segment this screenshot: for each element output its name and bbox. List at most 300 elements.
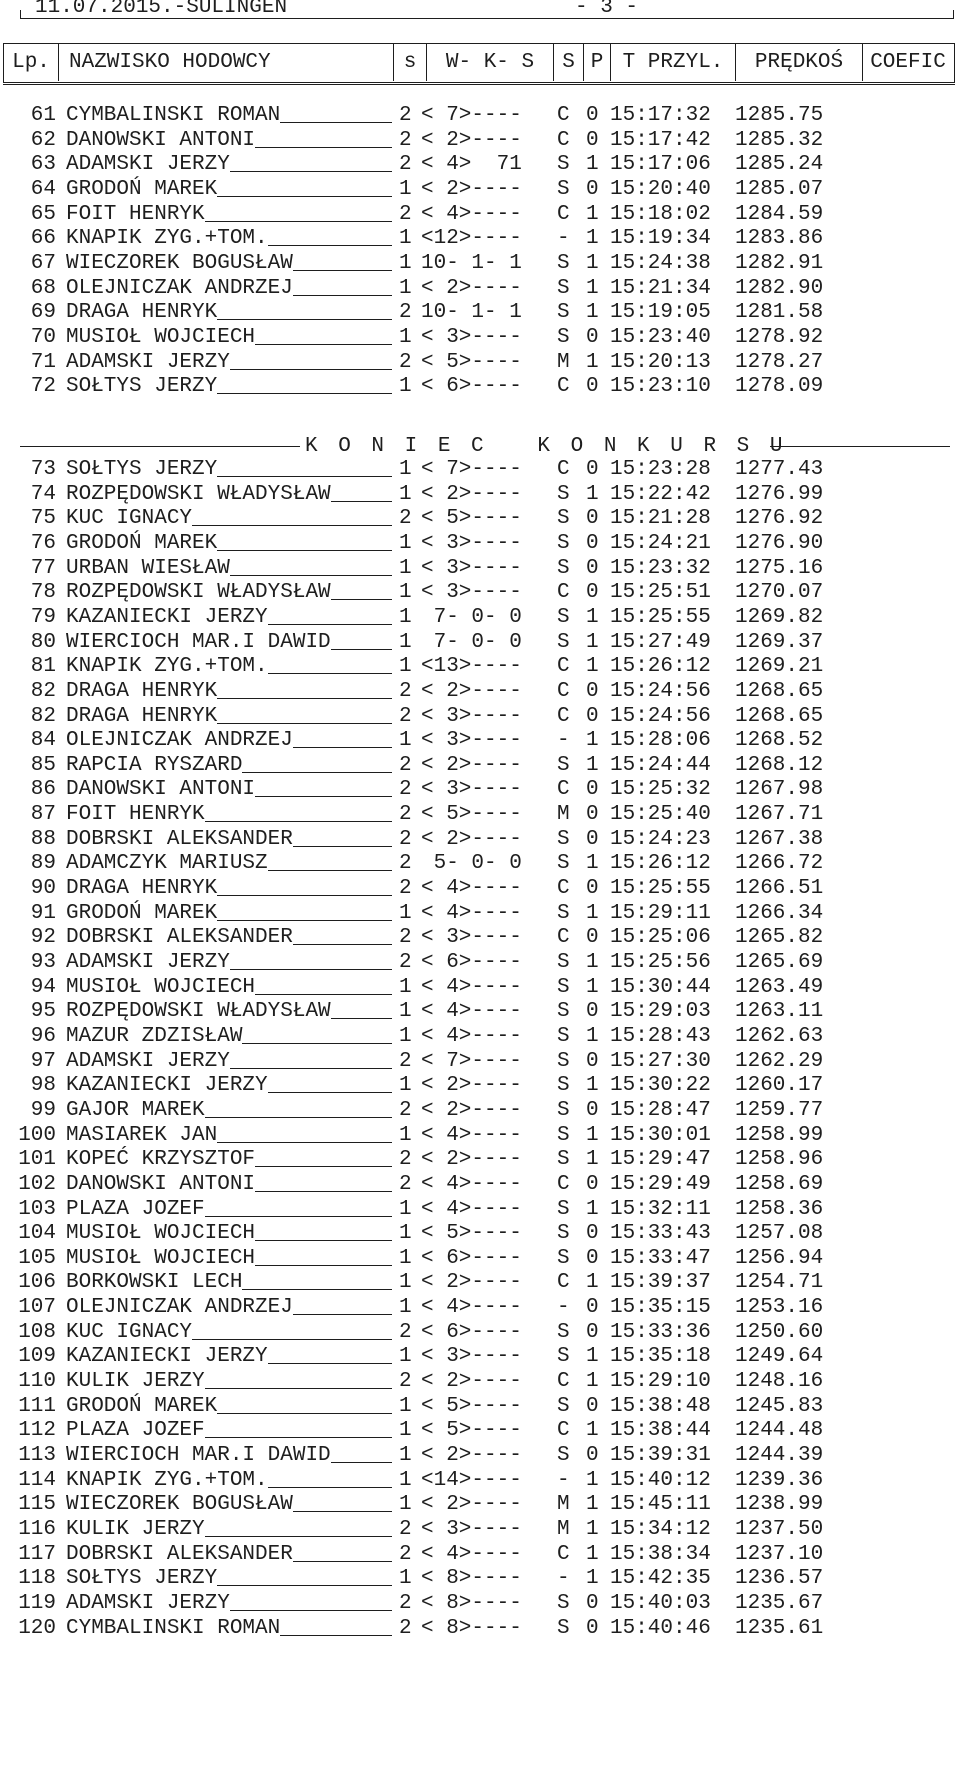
- cell-p: 0: [586, 129, 599, 152]
- cell-sp: -: [557, 729, 570, 752]
- cell-sp: C: [557, 705, 570, 728]
- cell-s: 1: [399, 1247, 412, 1270]
- cell-s: 1: [399, 729, 412, 752]
- cell-lp: 103: [18, 1198, 56, 1221]
- name-underline: [217, 1413, 392, 1414]
- cell-s: 1: [399, 458, 412, 481]
- cell-lp: 93: [30, 951, 56, 974]
- cell-speed: 1275.16: [735, 557, 824, 580]
- cell-time: 15:25:55: [610, 877, 711, 900]
- cell-sp: S: [557, 951, 570, 974]
- cell-p: 1: [586, 1419, 599, 1442]
- cell-wks: < 4>----: [421, 1198, 522, 1221]
- cell-speed: 1239.36: [735, 1469, 824, 1492]
- cell-lp: 114: [18, 1469, 56, 1492]
- cell-s: 2: [399, 1321, 412, 1344]
- cell-s: 2: [399, 203, 412, 226]
- cell-speed: 1253.16: [735, 1296, 824, 1319]
- name-underline: [205, 1388, 392, 1389]
- cell-speed: 1281.58: [735, 301, 824, 324]
- cell-p: 1: [586, 277, 599, 300]
- cell-lp: 76: [30, 532, 56, 555]
- cell-speed: 1269.21: [735, 655, 824, 678]
- cell-lp: 66: [30, 227, 56, 250]
- name-underline: [242, 772, 392, 773]
- cell-name: DANOWSKI ANTONI: [66, 129, 256, 152]
- cell-s: 1: [399, 1124, 412, 1147]
- name-underline: [268, 870, 392, 871]
- cell-lp: 80: [30, 631, 56, 654]
- cell-lp: 73: [30, 458, 56, 481]
- cell-time: 15:25:56: [610, 951, 711, 974]
- cell-time: 15:29:11: [610, 902, 711, 925]
- cell-s: 2: [399, 1617, 412, 1640]
- cell-sp: S: [557, 557, 570, 580]
- cell-time: 15:23:32: [610, 557, 711, 580]
- cell-s: 2: [399, 852, 412, 875]
- cell-name: WIERCIOCH MAR.I DAWID: [66, 631, 331, 654]
- cell-wks: < 2>----: [421, 277, 522, 300]
- name-underline: [217, 393, 392, 394]
- cell-p: 0: [586, 104, 599, 127]
- cell-s: 2: [399, 778, 412, 801]
- cell-sp: C: [557, 680, 570, 703]
- cell-wks: < 3>----: [421, 1518, 522, 1541]
- cell-wks: < 4>----: [421, 1025, 522, 1048]
- cell-p: 0: [586, 1444, 599, 1467]
- cell-lp: 68: [30, 277, 56, 300]
- cell-s: 2: [399, 1370, 412, 1393]
- name-underline: [205, 1216, 392, 1217]
- cell-speed: 1277.43: [735, 458, 824, 481]
- konkurs-label: K O N I E C K O N K U R S U: [305, 435, 787, 458]
- name-underline: [217, 196, 392, 197]
- cell-lp: 62: [30, 129, 56, 152]
- cell-wks: < 4> 71: [421, 153, 522, 176]
- cell-speed: 1259.77: [735, 1099, 824, 1122]
- cell-name: KUC IGNACY: [66, 1321, 193, 1344]
- cell-time: 15:45:11: [610, 1493, 711, 1516]
- name-underline: [217, 1585, 392, 1586]
- cell-wks: < 3>----: [421, 926, 522, 949]
- cell-p: 1: [586, 655, 599, 678]
- cell-name: WIECZOREK BOGUSŁAW: [66, 1493, 293, 1516]
- cell-sp: S: [557, 153, 570, 176]
- cell-lp: 102: [18, 1173, 56, 1196]
- header-time: T PRZYL.: [611, 44, 736, 81]
- title-underline: [20, 18, 954, 19]
- cell-lp: 110: [18, 1370, 56, 1393]
- name-underline: [217, 920, 392, 921]
- cell-speed: 1284.59: [735, 203, 824, 226]
- cell-name: MUSIOŁ WOJCIECH: [66, 1247, 256, 1270]
- name-underline: [242, 1043, 392, 1044]
- title-tick-right: [953, 10, 954, 18]
- cell-s: 1: [399, 902, 412, 925]
- cell-s: 2: [399, 1050, 412, 1073]
- cell-wks: < 5>----: [421, 803, 522, 826]
- cell-s: 1: [399, 532, 412, 555]
- cell-sp: S: [557, 483, 570, 506]
- cell-p: 1: [586, 631, 599, 654]
- cell-p: 0: [586, 778, 599, 801]
- cell-name: SOŁTYS JERZY: [66, 458, 218, 481]
- name-underline: [205, 821, 392, 822]
- cell-sp: S: [557, 1395, 570, 1418]
- name-underline: [268, 624, 392, 625]
- cell-time: 15:34:12: [610, 1518, 711, 1541]
- cell-p: 0: [586, 1296, 599, 1319]
- cell-speed: 1267.38: [735, 828, 824, 851]
- name-underline: [192, 1339, 392, 1340]
- cell-p: 0: [586, 1247, 599, 1270]
- cell-sp: C: [557, 581, 570, 604]
- cell-s: 2: [399, 951, 412, 974]
- cell-wks: < 4>----: [421, 1124, 522, 1147]
- cell-lp: 90: [30, 877, 56, 900]
- header-name: NAZWISKO HODOWCY: [59, 44, 394, 81]
- cell-p: 1: [586, 203, 599, 226]
- cell-name: ROZPĘDOWSKI WŁADYSŁAW: [66, 483, 331, 506]
- cell-name: DANOWSKI ANTONI: [66, 778, 256, 801]
- cell-name: RAPCIA RYSZARD: [66, 754, 243, 777]
- cell-sp: S: [557, 178, 570, 201]
- cell-s: 2: [399, 129, 412, 152]
- cell-p: 0: [586, 1592, 599, 1615]
- cell-s: 1: [399, 557, 412, 580]
- name-underline: [205, 1536, 392, 1537]
- name-underline: [331, 501, 392, 502]
- cell-wks: < 6>----: [421, 1321, 522, 1344]
- name-underline: [268, 1487, 392, 1488]
- cell-s: 1: [399, 178, 412, 201]
- cell-name: DRAGA HENRYK: [66, 301, 218, 324]
- cell-p: 1: [586, 1271, 599, 1294]
- cell-speed: 1285.24: [735, 153, 824, 176]
- name-underline: [217, 1142, 392, 1143]
- cell-lp: 94: [30, 976, 56, 999]
- cell-time: 15:29:49: [610, 1173, 711, 1196]
- cell-s: 1: [399, 976, 412, 999]
- cell-time: 15:17:42: [610, 129, 711, 152]
- cell-sp: S: [557, 1050, 570, 1073]
- cell-wks: < 2>----: [421, 1444, 522, 1467]
- cell-name: KAZANIECKI JERZY: [66, 1074, 268, 1097]
- cell-name: DRAGA HENRYK: [66, 680, 218, 703]
- cell-speed: 1267.71: [735, 803, 824, 826]
- cell-lp: 95: [30, 1000, 56, 1023]
- cell-p: 1: [586, 902, 599, 925]
- cell-wks: < 3>----: [421, 705, 522, 728]
- cell-time: 15:20:13: [610, 351, 711, 374]
- cell-p: 0: [586, 1000, 599, 1023]
- cell-sp: C: [557, 877, 570, 900]
- cell-time: 15:23:40: [610, 326, 711, 349]
- cell-s: 2: [399, 351, 412, 374]
- cell-p: 1: [586, 729, 599, 752]
- cell-speed: 1282.90: [735, 277, 824, 300]
- cell-wks: < 6>----: [421, 951, 522, 974]
- cell-wks: < 7>----: [421, 458, 522, 481]
- cell-wks: < 2>----: [421, 1099, 522, 1122]
- cell-sp: M: [557, 351, 570, 374]
- name-underline: [230, 171, 392, 172]
- cell-p: 1: [586, 1025, 599, 1048]
- cell-speed: 1276.92: [735, 507, 824, 530]
- cell-time: 15:38:34: [610, 1543, 711, 1566]
- cell-time: 15:39:37: [610, 1271, 711, 1294]
- cell-wks: < 3>----: [421, 557, 522, 580]
- title-tick-left: [20, 10, 21, 18]
- cell-sp: C: [557, 926, 570, 949]
- cell-wks: < 3>----: [421, 532, 522, 555]
- cell-time: 15:22:42: [610, 483, 711, 506]
- cell-wks: < 4>----: [421, 1000, 522, 1023]
- header-p: P: [584, 44, 611, 81]
- cell-name: CYMBALINSKI ROMAN: [66, 1617, 281, 1640]
- cell-sp: S: [557, 902, 570, 925]
- cell-s: 1: [399, 375, 412, 398]
- cell-p: 0: [586, 1321, 599, 1344]
- cell-sp: S: [557, 1222, 570, 1245]
- name-underline: [331, 599, 392, 600]
- name-underline: [255, 1240, 392, 1241]
- name-underline: [217, 723, 392, 724]
- name-underline: [268, 245, 392, 246]
- cell-speed: 1236.57: [735, 1567, 824, 1590]
- cell-s: 1: [399, 1345, 412, 1368]
- cell-lp: 89: [30, 852, 56, 875]
- cell-name: KNAPIK ZYG.+TOM.: [66, 227, 268, 250]
- name-underline: [268, 1092, 392, 1093]
- cell-speed: 1260.17: [735, 1074, 824, 1097]
- cell-speed: 1262.29: [735, 1050, 824, 1073]
- cell-lp: 117: [18, 1543, 56, 1566]
- header-sp: S: [554, 44, 584, 81]
- cell-sp: -: [557, 1296, 570, 1319]
- cell-wks: < 7>----: [421, 104, 522, 127]
- cell-speed: 1258.36: [735, 1198, 824, 1221]
- cell-lp: 69: [30, 301, 56, 324]
- cell-speed: 1238.99: [735, 1493, 824, 1516]
- cell-speed: 1265.69: [735, 951, 824, 974]
- cell-name: GRODOŃ MAREK: [66, 532, 218, 555]
- cell-p: 1: [586, 606, 599, 629]
- cell-lp: 67: [30, 252, 56, 275]
- cell-wks: < 2>----: [421, 1148, 522, 1171]
- name-underline: [280, 122, 392, 123]
- name-underline: [192, 525, 392, 526]
- cell-name: ADAMSKI JERZY: [66, 951, 230, 974]
- cell-p: 0: [586, 1050, 599, 1073]
- cell-speed: 1244.39: [735, 1444, 824, 1467]
- cell-name: KOPEĆ KRZYSZTOF: [66, 1148, 256, 1171]
- cell-s: 1: [399, 277, 412, 300]
- cell-sp: C: [557, 1543, 570, 1566]
- cell-p: 1: [586, 153, 599, 176]
- name-underline: [293, 846, 392, 847]
- cell-p: 0: [586, 1099, 599, 1122]
- name-underline: [255, 344, 392, 345]
- cell-lp: 111: [18, 1395, 56, 1418]
- cell-s: 1: [399, 1419, 412, 1442]
- cell-sp: S: [557, 1198, 570, 1221]
- cell-p: 0: [586, 532, 599, 555]
- cell-speed: 1269.82: [735, 606, 824, 629]
- cell-time: 15:30:44: [610, 976, 711, 999]
- cell-wks: < 5>----: [421, 507, 522, 530]
- cell-name: CYMBALINSKI ROMAN: [66, 104, 281, 127]
- cell-sp: S: [557, 1444, 570, 1467]
- cell-lp: 92: [30, 926, 56, 949]
- cell-name: DOBRSKI ALEKSANDER: [66, 926, 293, 949]
- cell-time: 15:19:34: [610, 227, 711, 250]
- cell-s: 2: [399, 507, 412, 530]
- cell-wks: < 2>----: [421, 178, 522, 201]
- cell-name: DANOWSKI ANTONI: [66, 1173, 256, 1196]
- cell-sp: C: [557, 1271, 570, 1294]
- cell-speed: 1258.99: [735, 1124, 824, 1147]
- cell-wks: < 6>----: [421, 375, 522, 398]
- name-underline: [230, 1610, 392, 1611]
- cell-lp: 61: [30, 104, 56, 127]
- cell-p: 1: [586, 1518, 599, 1541]
- cell-time: 15:30:01: [610, 1124, 711, 1147]
- cell-time: 15:21:34: [610, 277, 711, 300]
- cell-s: 1: [399, 606, 412, 629]
- cell-time: 15:24:56: [610, 705, 711, 728]
- cell-speed: 1263.11: [735, 1000, 824, 1023]
- cell-sp: S: [557, 1617, 570, 1640]
- cell-sp: C: [557, 778, 570, 801]
- cell-s: 2: [399, 1543, 412, 1566]
- cell-name: ROZPĘDOWSKI WŁADYSŁAW: [66, 1000, 331, 1023]
- name-underline: [331, 1018, 392, 1019]
- cell-name: WIERCIOCH MAR.I DAWID: [66, 1444, 331, 1467]
- cell-lp: 79: [30, 606, 56, 629]
- name-underline: [230, 969, 392, 970]
- cell-s: 1: [399, 483, 412, 506]
- cell-sp: C: [557, 1419, 570, 1442]
- cell-time: 15:24:44: [610, 754, 711, 777]
- cell-time: 15:25:40: [610, 803, 711, 826]
- name-underline: [205, 1437, 392, 1438]
- cell-s: 1: [399, 227, 412, 250]
- cell-lp: 82: [30, 680, 56, 703]
- cell-speed: 1268.12: [735, 754, 824, 777]
- cell-time: 15:18:02: [610, 203, 711, 226]
- header-wks: W- K- S: [427, 44, 554, 81]
- cell-p: 1: [586, 1345, 599, 1368]
- cell-s: 1: [399, 1469, 412, 1492]
- cell-time: 15:20:40: [610, 178, 711, 201]
- name-underline: [255, 994, 392, 995]
- name-underline: [293, 747, 392, 748]
- cell-lp: 88: [30, 828, 56, 851]
- cell-lp: 107: [18, 1296, 56, 1319]
- cell-speed: 1269.37: [735, 631, 824, 654]
- cell-lp: 105: [18, 1247, 56, 1270]
- cell-s: 2: [399, 104, 412, 127]
- cell-p: 1: [586, 1074, 599, 1097]
- cell-wks: < 4>----: [421, 1173, 522, 1196]
- cell-name: GAJOR MAREK: [66, 1099, 205, 1122]
- cell-wks: < 5>----: [421, 1419, 522, 1442]
- name-underline: [293, 1314, 392, 1315]
- cell-s: 1: [399, 1395, 412, 1418]
- cell-speed: 1235.67: [735, 1592, 824, 1615]
- cell-wks: < 2>----: [421, 754, 522, 777]
- name-underline: [331, 1462, 392, 1463]
- cell-name: KAZANIECKI JERZY: [66, 1345, 268, 1368]
- cell-name: GRODOŃ MAREK: [66, 1395, 218, 1418]
- cell-s: 2: [399, 1518, 412, 1541]
- cell-sp: C: [557, 203, 570, 226]
- cell-p: 1: [586, 1370, 599, 1393]
- cell-name: DRAGA HENRYK: [66, 705, 218, 728]
- cell-sp: -: [557, 1469, 570, 1492]
- cell-wks: < 7>----: [421, 1050, 522, 1073]
- cell-name: KNAPIK ZYG.+TOM.: [66, 655, 268, 678]
- cell-lp: 98: [30, 1074, 56, 1097]
- cell-speed: 1248.16: [735, 1370, 824, 1393]
- cell-speed: 1266.72: [735, 852, 824, 875]
- cell-wks: < 2>----: [421, 1271, 522, 1294]
- cell-time: 15:27:30: [610, 1050, 711, 1073]
- cell-wks: < 8>----: [421, 1617, 522, 1640]
- cell-lp: 91: [30, 902, 56, 925]
- cell-sp: S: [557, 1148, 570, 1171]
- cell-wks: < 3>----: [421, 326, 522, 349]
- cell-sp: S: [557, 1345, 570, 1368]
- cell-lp: 87: [30, 803, 56, 826]
- cell-wks: < 2>----: [421, 129, 522, 152]
- cell-name: KULIK JERZY: [66, 1518, 205, 1541]
- cell-name: DOBRSKI ALEKSANDER: [66, 1543, 293, 1566]
- cell-sp: -: [557, 227, 570, 250]
- cell-name: KNAPIK ZYG.+TOM.: [66, 1469, 268, 1492]
- cell-wks: < 2>----: [421, 1370, 522, 1393]
- name-underline: [255, 1166, 392, 1167]
- cell-name: OLEJNICZAK ANDRZEJ: [66, 277, 293, 300]
- cell-lp: 100: [18, 1124, 56, 1147]
- cell-p: 0: [586, 803, 599, 826]
- cell-speed: 1285.75: [735, 104, 824, 127]
- cell-name: MASIAREK JAN: [66, 1124, 218, 1147]
- cell-p: 1: [586, 351, 599, 374]
- cell-sp: S: [557, 532, 570, 555]
- cell-speed: 1267.98: [735, 778, 824, 801]
- cell-lp: 77: [30, 557, 56, 580]
- cell-time: 15:21:28: [610, 507, 711, 530]
- cell-lp: 86: [30, 778, 56, 801]
- name-underline: [230, 369, 392, 370]
- cell-s: 2: [399, 705, 412, 728]
- cell-wks: < 8>----: [421, 1592, 522, 1615]
- cell-time: 15:38:44: [610, 1419, 711, 1442]
- cell-wks: 10- 1- 1: [421, 301, 522, 324]
- name-underline: [268, 673, 392, 674]
- cell-sp: S: [557, 277, 570, 300]
- cell-sp: -: [557, 1567, 570, 1590]
- cell-time: 15:25:06: [610, 926, 711, 949]
- cell-s: 2: [399, 1173, 412, 1196]
- cell-lp: 99: [30, 1099, 56, 1122]
- cell-sp: S: [557, 1321, 570, 1344]
- name-underline: [268, 1363, 392, 1364]
- cell-wks: < 5>----: [421, 1395, 522, 1418]
- name-underline: [205, 1117, 392, 1118]
